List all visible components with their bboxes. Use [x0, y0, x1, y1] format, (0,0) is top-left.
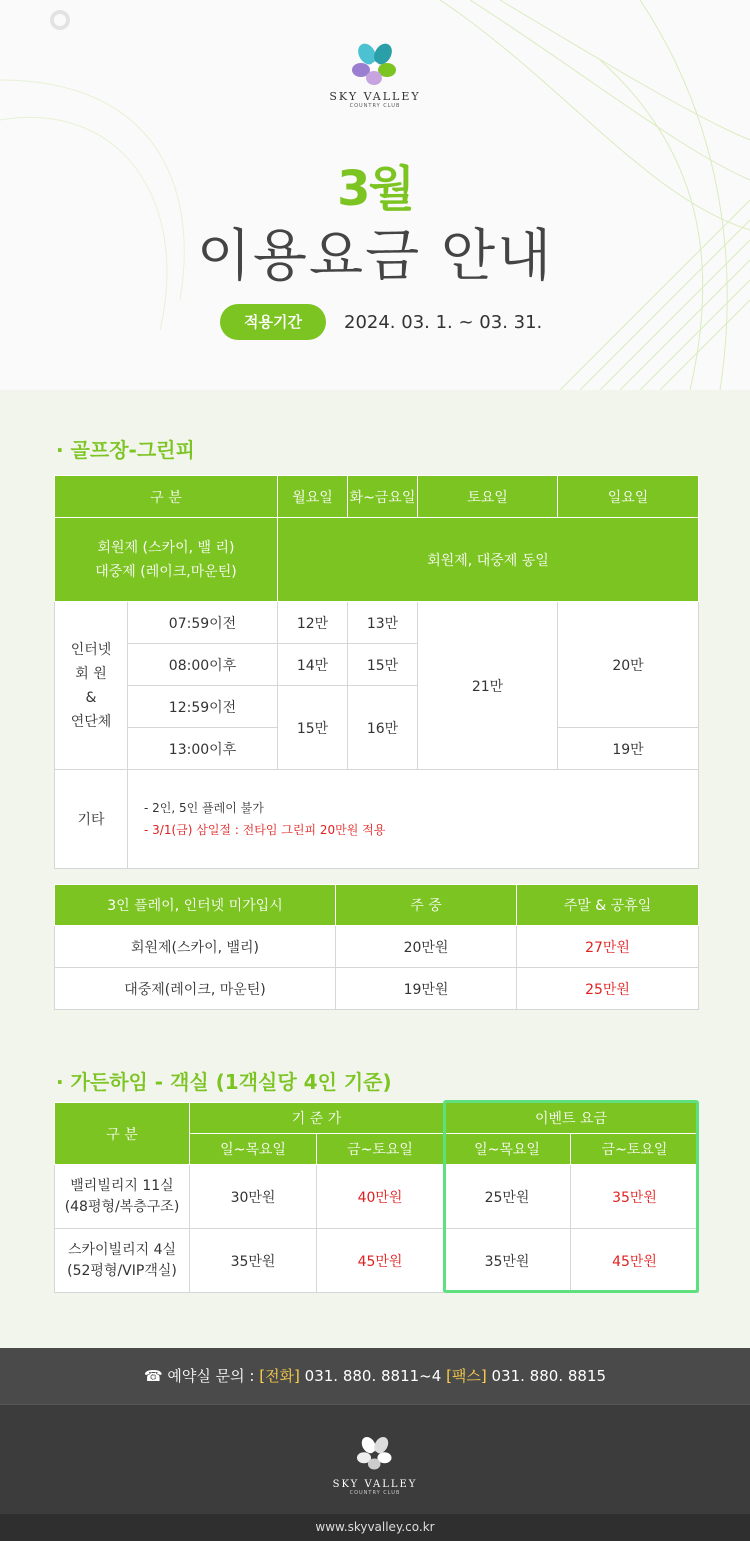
member-label-2: 대중제 (레이크,마운틴): [95, 563, 237, 580]
contact-prefix: ☎ 예약실 문의 :: [143, 1367, 260, 1385]
price-mon: 15만: [278, 686, 348, 770]
price-sat: 21만: [418, 602, 558, 770]
etc-note: - 2인, 5인 플레이 불가: [144, 801, 264, 815]
member-type-cell: [55, 518, 278, 602]
time-slot: 12:59이전: [128, 686, 278, 728]
room-spec-line: (52평형/VIP객실): [67, 1262, 177, 1279]
price-weekend: 25만원: [517, 968, 699, 1010]
price-weekday: 20만원: [336, 926, 517, 968]
etc-note-holiday: - 3/1(금) 삼일절 : 전타임 그린피 20만원 적용: [144, 823, 386, 837]
group-label-line: 연단체: [70, 713, 112, 730]
col-header-weekday: 주 중: [336, 885, 517, 926]
greenfee-section-title: · 골프장-그린피: [56, 438, 195, 462]
price-sun: 19만: [558, 728, 699, 770]
greenfee-table: [54, 475, 699, 869]
price-weekend: 27만원: [517, 926, 699, 968]
price-cell: 45만원: [571, 1229, 699, 1293]
price-sun: 20만: [558, 602, 699, 728]
time-slot: 13:00이후: [128, 728, 278, 770]
fax-label: [팩스]: [446, 1367, 487, 1385]
tel-label: [전화]: [259, 1367, 300, 1385]
brand-name: SKY VALLEY: [329, 90, 421, 103]
member-note: 회원제, 대중제 동일: [278, 518, 699, 602]
price-tue-fri: 16만: [348, 686, 418, 770]
three-play-table: [54, 884, 699, 1010]
group-label-line: &: [85, 689, 97, 706]
flower-logo-icon: [347, 40, 403, 88]
col-header-event: 이벤트 요금: [444, 1103, 699, 1134]
room-name-line: 스카이빌리지 4실: [67, 1241, 177, 1258]
col-header-category: 구 분: [55, 1103, 190, 1165]
price-tue-fri: 15만: [348, 644, 418, 686]
table-row-label: 회원제(스카이, 밸리): [55, 926, 336, 968]
room-name: [55, 1229, 190, 1293]
flower-logo-icon: [353, 1433, 397, 1473]
col-header-base: 기 준 가: [190, 1103, 444, 1134]
price-weekday: 19만원: [336, 968, 517, 1010]
price-tue-fri: 13만: [348, 602, 418, 644]
price-cell: 25만원: [444, 1165, 571, 1229]
contact-bar: [0, 1348, 750, 1404]
group-label-line: 인터넷: [70, 641, 112, 658]
month-title: 3월: [337, 161, 413, 217]
footer-logo: [295, 1433, 455, 1496]
col-header-mon: 월요일: [278, 476, 348, 518]
room-spec-line: (48평형/복층구조): [64, 1198, 180, 1215]
col-header-category: 구 분: [55, 476, 278, 518]
time-slot: 08:00이후: [128, 644, 278, 686]
sub-header-weekend: 금~토요일: [571, 1134, 699, 1165]
member-label-1: 회원제 (스카이, 밸 리): [97, 539, 235, 556]
room-name-line: 밸리빌리지 11실: [70, 1177, 174, 1194]
price-cell: 30만원: [190, 1165, 317, 1229]
price-cell: 45만원: [317, 1229, 444, 1293]
col-header-sat: 토요일: [418, 476, 558, 518]
page-title: 이용요금 안내: [196, 224, 554, 289]
period-dates: 2024. 03. 1. ~ 03. 31.: [344, 312, 543, 333]
sub-header-weekend: 금~토요일: [317, 1134, 444, 1165]
brand-sub: COUNTRY CLUB: [349, 103, 401, 109]
price-cell: 35만원: [571, 1165, 699, 1229]
col-header-weekend: 주말 & 공휴일: [517, 885, 699, 926]
col-header-tue-fri: 화~금요일: [348, 476, 418, 518]
footer-logo-area: [0, 1404, 750, 1514]
time-slot: 07:59이전: [128, 602, 278, 644]
brand-sub: COUNTRY CLUB: [349, 1490, 401, 1496]
brand-name: SKY VALLEY: [332, 1479, 418, 1490]
etc-label: 기타: [55, 770, 128, 869]
tel-number[interactable]: 031. 880. 8811~4: [299, 1367, 447, 1385]
fax-number: 031. 880. 8815: [486, 1367, 607, 1385]
lodging-table: [54, 1102, 699, 1293]
internet-group-label: [55, 602, 128, 770]
website-link[interactable]: www.skyvalley.co.kr: [0, 1514, 750, 1541]
period-badge: 적용기간: [220, 304, 326, 340]
lodging-section-title: · 가든하임 - 객실 (1객실당 4인 기준): [56, 1070, 392, 1094]
sub-header-weekday: 일~목요일: [190, 1134, 317, 1165]
sub-header-weekday: 일~목요일: [444, 1134, 571, 1165]
price-cell: 35만원: [190, 1229, 317, 1293]
sky-valley-logo: [295, 40, 455, 109]
room-name: [55, 1165, 190, 1229]
price-cell: 35만원: [444, 1229, 571, 1293]
price-mon: 14만: [278, 644, 348, 686]
header-banner: [0, 0, 750, 390]
col-header-sun: 일요일: [558, 476, 699, 518]
etc-notes: [128, 770, 699, 869]
col-header-condition: 3인 플레이, 인터넷 미가입시: [55, 885, 336, 926]
price-mon: 12만: [278, 602, 348, 644]
group-label-line: 회 원: [75, 665, 107, 682]
table-row-label: 대중제(레이크, 마운틴): [55, 968, 336, 1010]
price-cell: 40만원: [317, 1165, 444, 1229]
